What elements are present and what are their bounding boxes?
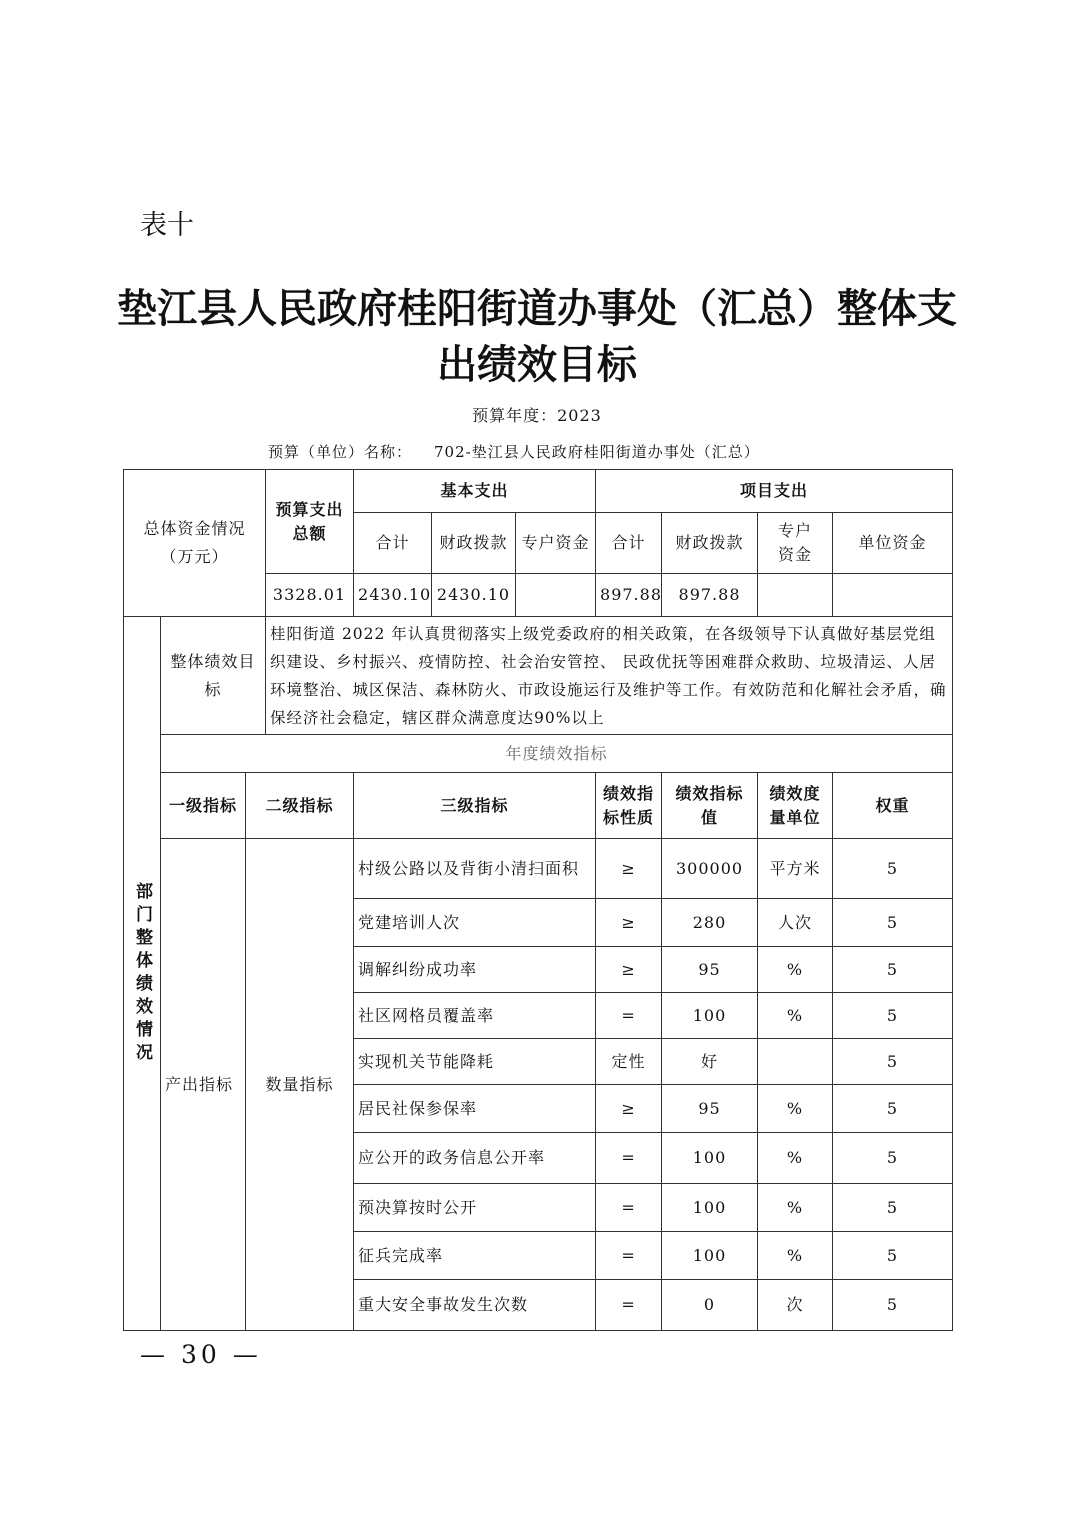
basic-total-value: 2430.10 [354, 574, 432, 617]
project-expenditure-header: 项目支出 [596, 470, 953, 513]
indicator-unit: % [758, 1232, 833, 1280]
budget-total-value: 3328.01 [266, 574, 354, 617]
project-special-header: 专户资金 [758, 513, 833, 574]
indicator-weight: 5 [833, 1232, 953, 1280]
indicator-value: 好 [662, 1039, 758, 1085]
indicator-unit: 次 [758, 1280, 833, 1331]
level1-header: 一级指标 [161, 773, 246, 839]
budget-unit-value: 702-垫江县人民政府桂阳街道办事处（汇总） [434, 443, 760, 461]
indicator-unit: 平方米 [758, 839, 833, 899]
value-header: 绩效指标值 [662, 773, 758, 839]
basic-total-header: 合计 [354, 513, 432, 574]
indicator-value: 95 [662, 947, 758, 993]
title-line-1: 垫江县人民政府桂阳街道办事处（汇总）整体支 [117, 286, 957, 332]
unit-header: 绩效度量单位 [758, 773, 833, 839]
indicator-name: 应公开的政务信息公开率 [354, 1133, 596, 1184]
indicator-unit: % [758, 1184, 833, 1232]
level2-header: 二级指标 [246, 773, 354, 839]
level1-value: 产出指标 [161, 839, 246, 1331]
indicator-name: 党建培训人次 [354, 899, 596, 947]
indicator-op: ≥ [596, 839, 662, 899]
indicator-name: 调解纠纷成功率 [354, 947, 596, 993]
indicator-value: 95 [662, 1085, 758, 1133]
indicator-op: = [596, 1280, 662, 1331]
indicator-op: = [596, 993, 662, 1039]
funds-row-label: 总体资金情况 （万元） [124, 470, 266, 617]
project-unit-header: 单位资金 [833, 513, 953, 574]
title-line-2: 出绩效目标 [437, 342, 637, 388]
page-title [100, 281, 974, 393]
project-unit-value [833, 574, 953, 617]
project-fiscal-header: 财政拨款 [662, 513, 758, 574]
indicator-weight: 5 [833, 839, 953, 899]
indicator-unit: % [758, 947, 833, 993]
project-total-value: 897.88 [596, 574, 662, 617]
indicator-name: 征兵完成率 [354, 1232, 596, 1280]
indicator-weight: 5 [833, 993, 953, 1039]
annual-indicators-label: 年度绩效指标 [161, 735, 953, 773]
level3-header: 三级指标 [354, 773, 596, 839]
indicator-weight: 5 [833, 1133, 953, 1184]
indicator-unit [758, 1039, 833, 1085]
indicator-unit: % [758, 1133, 833, 1184]
indicator-op: = [596, 1184, 662, 1232]
indicator-weight: 5 [833, 1184, 953, 1232]
indicator-op: ≥ [596, 947, 662, 993]
indicator-weight: 5 [833, 899, 953, 947]
project-total-header: 合计 [596, 513, 662, 574]
budget-year: 预算年度：2023 [472, 406, 602, 425]
budget-unit [268, 441, 760, 462]
project-special-value [758, 574, 833, 617]
goal-label: 整体绩效目 标 [161, 617, 266, 735]
indicator-weight: 5 [833, 1085, 953, 1133]
budget-total-header: 预算支出总额 [266, 470, 354, 574]
level2-value: 数量指标 [246, 839, 354, 1331]
basic-special-value [516, 574, 596, 617]
basic-fiscal-header: 财政拨款 [432, 513, 516, 574]
indicator-weight: 5 [833, 947, 953, 993]
goal-text: 桂阳街道 2022 年认真贯彻落实上级党委政府的相关政策，在各级领导下认真做好基层党组织建设、乡村振兴、疫情防控、社会治安管控、 民政优抚等困难群众救助、垃圾清运、人居环境整治、城区保洁、森林防火、市政设施运行及维护等工作。有效防范和化解社会矛盾，确保经济社会稳定，辖区群众满意度达90%以上 [266, 617, 953, 735]
indicator-op: ≥ [596, 899, 662, 947]
section-label-cell [124, 617, 161, 1331]
indicator-unit: % [758, 1085, 833, 1133]
indicator-weight: 5 [833, 1280, 953, 1331]
indicator-weight: 5 [833, 1039, 953, 1085]
indicator-op: ≥ [596, 1085, 662, 1133]
weight-header: 权重 [833, 773, 953, 839]
indicator-op: = [596, 1133, 662, 1184]
page-number: — 30 — [140, 1340, 262, 1369]
nature-header: 绩效指标性质 [596, 773, 662, 839]
indicator-name: 实现机关节能降耗 [354, 1039, 596, 1085]
project-fiscal-value: 897.88 [662, 574, 758, 617]
indicator-value: 300000 [662, 839, 758, 899]
indicator-value: 100 [662, 993, 758, 1039]
indicator-name: 预决算按时公开 [354, 1184, 596, 1232]
indicator-name: 社区网格员覆盖率 [354, 993, 596, 1039]
basic-expenditure-header: 基本支出 [354, 470, 596, 513]
section-label: 部门整体绩效情况 [132, 881, 152, 1066]
budget-unit-label: 预算（单位）名称： [268, 443, 413, 461]
indicator-op: = [596, 1232, 662, 1280]
indicator-value: 100 [662, 1184, 758, 1232]
indicator-value: 100 [662, 1133, 758, 1184]
indicator-value: 280 [662, 899, 758, 947]
table-number: 表十 [140, 210, 194, 241]
indicator-name: 居民社保参保率 [354, 1085, 596, 1133]
indicator-name: 村级公路以及背街小清扫面积 [354, 839, 596, 899]
performance-table [123, 469, 953, 1331]
indicator-op: 定性 [596, 1039, 662, 1085]
basic-fiscal-value: 2430.10 [432, 574, 516, 617]
table-row [124, 839, 953, 899]
indicator-value: 0 [662, 1280, 758, 1331]
indicator-unit: % [758, 993, 833, 1039]
basic-special-header: 专户资金 [516, 513, 596, 574]
indicator-name: 重大安全事故发生次数 [354, 1280, 596, 1331]
indicator-unit: 人次 [758, 899, 833, 947]
indicator-value: 100 [662, 1232, 758, 1280]
